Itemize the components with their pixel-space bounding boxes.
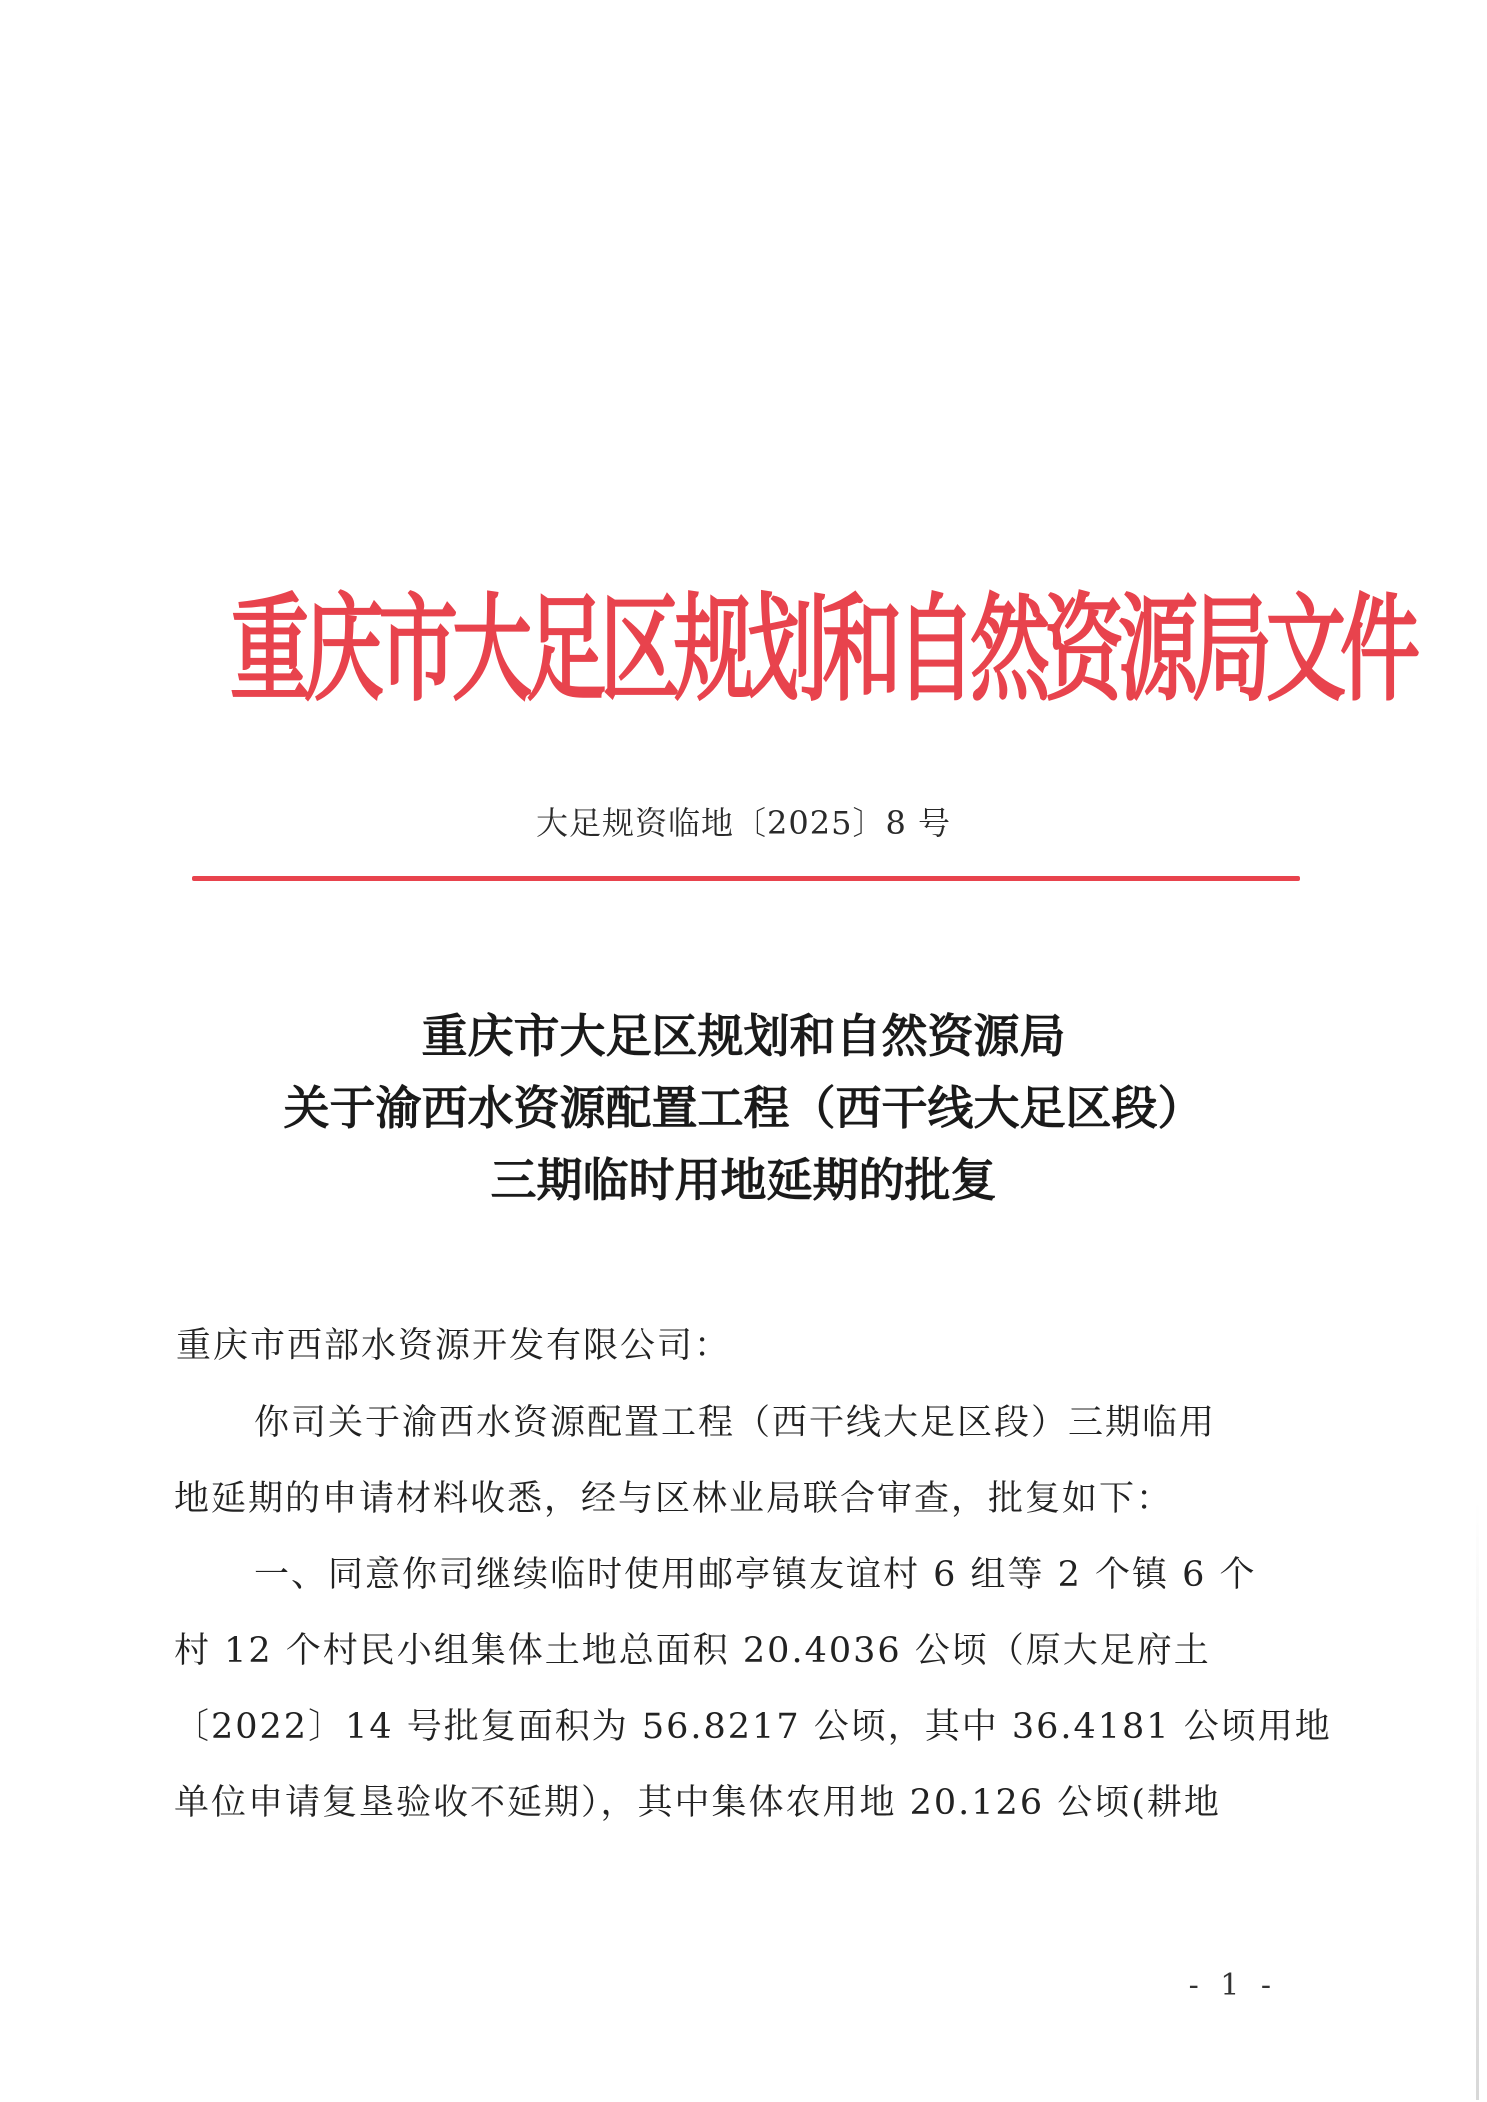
body-line-4: 村 12 个村民小组集体土地总面积 20.4036 公顷（原大足府土 — [174, 1631, 1211, 1671]
body-line-2: 地延期的申请材料收悉，经与区林业局联合审查，批复如下： — [174, 1479, 1174, 1519]
page-number: - 1 - — [1188, 1968, 1277, 2003]
title-line-3: 三期临时用地延期的批复 — [490, 1153, 997, 1207]
body-line-3: 一、同意你司继续临时使用邮亭镇友谊村 6 组等 2 个镇 6 个 — [254, 1555, 1257, 1595]
title-line-2: 关于渝西水资源配置工程（西干线大足区段） — [283, 1081, 1204, 1135]
document-number: 大足规资临地〔2025〕8 号 — [536, 804, 951, 842]
salutation: 重庆市西部水资源开发有限公司： — [176, 1326, 732, 1366]
red-letterhead-title: 重庆市大足区规划和自然资源局文件 — [230, 582, 1414, 717]
document-title — [0, 1000, 1487, 1216]
title-line-1: 重庆市大足区规划和自然资源局 — [421, 1009, 1066, 1063]
scan-edge-shadow — [1476, 1500, 1479, 2100]
body-line-1: 你司关于渝西水资源配置工程（西干线大足区段）三期临用 — [254, 1403, 1217, 1443]
body-line-5: 〔2022〕14 号批复面积为 56.8217 公顷，其中 36.4181 公顷用地 — [174, 1707, 1332, 1747]
body-line-6: 单位申请复垦验收不延期），其中集体农用地 20.126 公顷(耕地 — [174, 1783, 1221, 1823]
red-divider-line — [192, 876, 1300, 881]
